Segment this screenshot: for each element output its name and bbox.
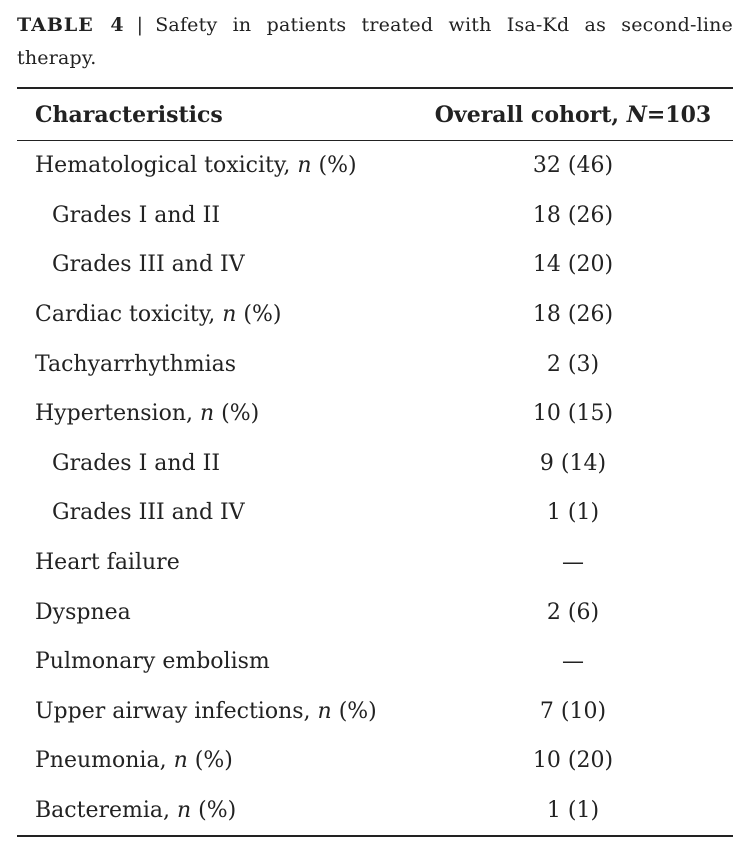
table-row (17, 439, 733, 489)
table-body (17, 141, 733, 835)
row-characteristic-unit: (%) (191, 798, 237, 824)
row-characteristic (17, 203, 413, 228)
table-caption-text: Safety in patients treated with Isa-Kd as second-line therapy. (17, 14, 734, 69)
table-row (17, 339, 733, 389)
table-row (17, 587, 733, 637)
row-characteristic-n: n (173, 748, 188, 774)
row-value: 2 (3) (546, 351, 600, 377)
safety-table (17, 87, 733, 837)
row-characteristic-label: Cardiac toxicity, (35, 302, 223, 328)
row-value: 32 (46) (532, 153, 614, 179)
row-value: 1 (1) (546, 798, 600, 824)
row-characteristic-label: Grades III and IV (52, 500, 245, 526)
table-caption (17, 9, 733, 75)
row-characteristic (17, 600, 413, 625)
row-characteristic-unit: (%) (214, 401, 260, 427)
table-row (17, 786, 733, 836)
row-value: 18 (26) (532, 302, 614, 328)
row-characteristic (17, 748, 413, 773)
header-overall-cohort-suffix: =103 (646, 101, 712, 128)
row-characteristic-label: Hematological toxicity, (35, 153, 298, 179)
row-characteristic-label: Hypertension, (35, 401, 200, 427)
row-characteristic (17, 699, 413, 724)
row-characteristic-label: Dyspnea (35, 599, 131, 625)
row-characteristic-label: Grades I and II (52, 450, 221, 476)
header-overall-cohort-prefix: Overall cohort, (434, 101, 627, 128)
row-characteristic (17, 500, 413, 525)
row-characteristic-unit: (%) (236, 302, 282, 328)
row-characteristic-unit: (%) (331, 698, 377, 724)
table-row (17, 191, 733, 241)
row-characteristic (17, 649, 413, 674)
row-characteristic-n: n (222, 302, 237, 328)
row-characteristic-label: Heart failure (35, 550, 180, 576)
table-bottom-rule (17, 835, 733, 837)
table-row (17, 290, 733, 340)
table-header-row (17, 89, 733, 140)
row-characteristic-n: n (297, 153, 312, 179)
row-characteristic (17, 302, 413, 327)
row-value: 7 (10) (539, 698, 607, 724)
table-row (17, 687, 733, 737)
row-characteristic (17, 352, 413, 377)
row-characteristic (17, 798, 413, 823)
row-characteristic-unit: (%) (187, 748, 233, 774)
row-value: 14 (20) (532, 252, 614, 278)
table-row (17, 637, 733, 687)
table-row (17, 538, 733, 588)
row-characteristic-n: n (317, 698, 332, 724)
row-value: — (562, 550, 584, 576)
header-characteristics: Characteristics (35, 101, 223, 128)
table-row (17, 141, 733, 191)
row-characteristic-label: Pulmonary embolism (35, 649, 270, 675)
row-characteristic (17, 252, 413, 277)
row-characteristic (17, 153, 413, 178)
row-characteristic-label: Bacteremia, (35, 798, 178, 824)
row-characteristic-label: Pneumonia, (35, 748, 174, 774)
row-value: 18 (26) (532, 202, 614, 228)
row-characteristic-label: Grades III and IV (52, 252, 245, 278)
row-characteristic-label: Grades I and II (52, 202, 221, 228)
row-characteristic-n: n (200, 401, 215, 427)
header-overall-cohort (413, 102, 733, 128)
row-value: — (562, 649, 584, 675)
row-value: 10 (15) (532, 401, 614, 427)
header-overall-cohort-n: N (626, 101, 647, 128)
table-row (17, 736, 733, 786)
row-value: 1 (1) (546, 500, 600, 526)
row-characteristic-unit: (%) (311, 153, 357, 179)
table-caption-separator: | (136, 14, 144, 36)
table-row (17, 488, 733, 538)
row-value: 10 (20) (532, 748, 614, 774)
table-row (17, 240, 733, 290)
row-characteristic (17, 451, 413, 476)
row-characteristic (17, 550, 413, 575)
row-characteristic (17, 401, 413, 426)
table-caption-label: TABLE 4 (17, 14, 125, 36)
row-characteristic-n: n (177, 798, 192, 824)
row-value: 9 (14) (539, 450, 607, 476)
table-row (17, 389, 733, 439)
row-value: 2 (6) (546, 599, 600, 625)
row-characteristic-label: Upper airway infections, (35, 698, 318, 724)
row-characteristic-label: Tachyarrhythmias (35, 351, 237, 377)
